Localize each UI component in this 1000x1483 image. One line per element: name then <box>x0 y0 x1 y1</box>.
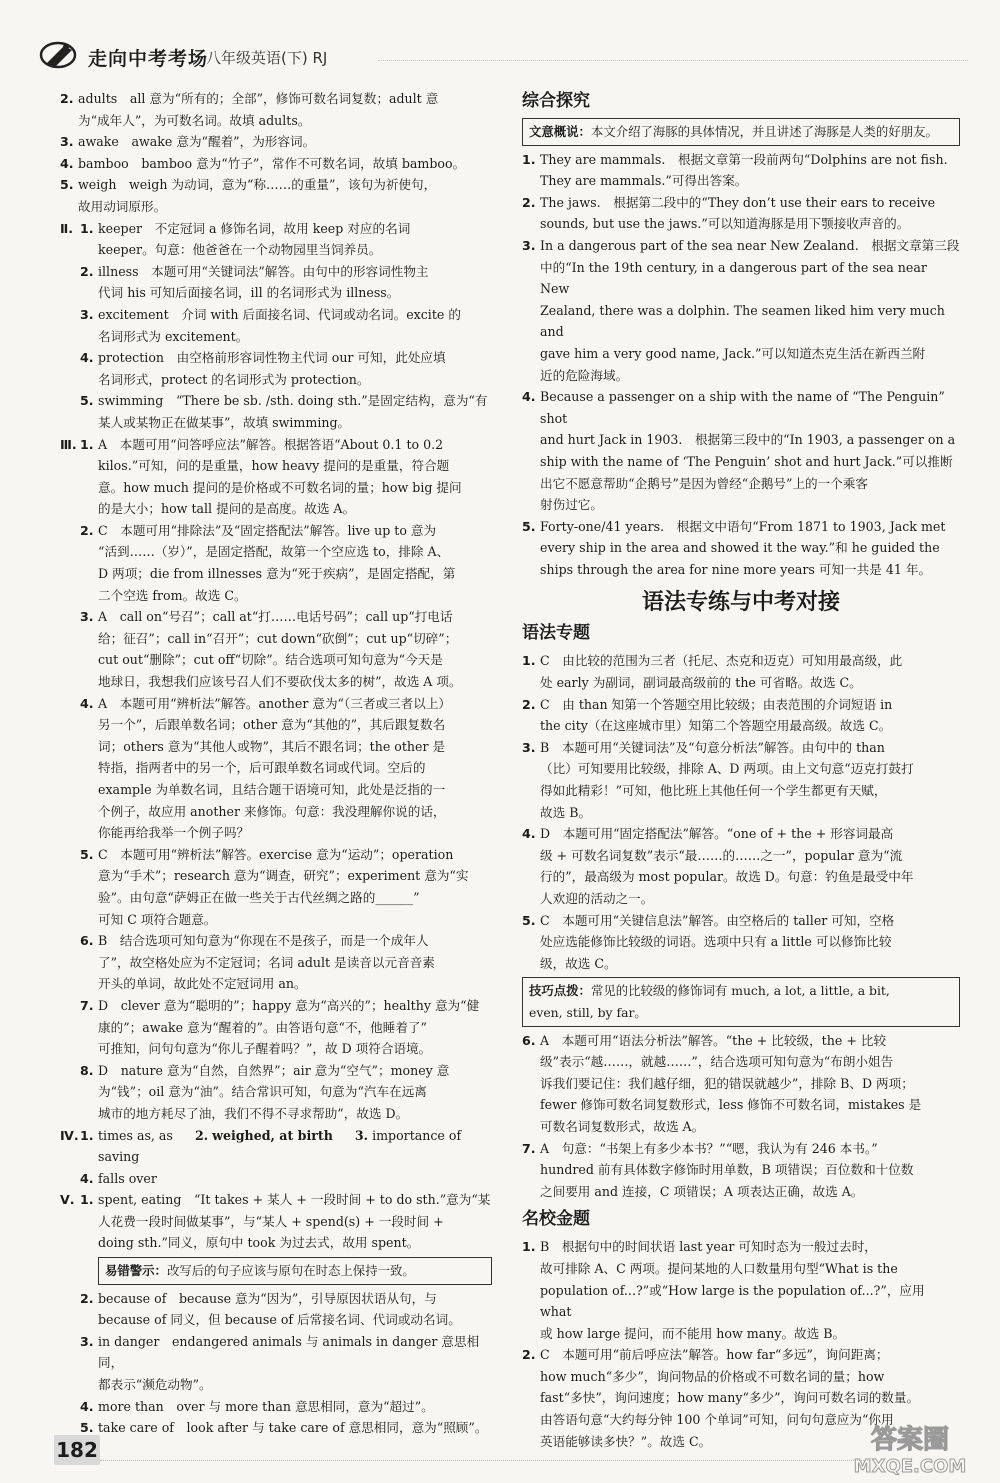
item-number: 5. <box>80 846 94 862</box>
answer-line: 之间要用 and 连接，C 项错误；A 项表达正确，故选 A。 <box>540 1183 864 1199</box>
item-number: 4. <box>80 695 94 711</box>
answer-line: how much“多少”，询问物品的价格或不可数名词的量；how <box>540 1368 885 1384</box>
answer-line: fast“多快”，询问速度；how many“多少”，询问可数名词的数量。 <box>540 1390 920 1406</box>
answer-line: in danger endangered animals 与 animals in danger 意思相同， <box>98 1333 480 1371</box>
answer-item <box>60 606 492 692</box>
page-header <box>38 36 968 76</box>
answer-line: take care of look after 与 take care of 意思相同，意为“照顾”。 <box>98 1420 488 1436</box>
item-number: 3. <box>80 609 94 625</box>
answer-line: C 由 than 知第一个答题空用比较级；由表范围的介词短语 in <box>540 696 893 712</box>
item-number: 5. <box>522 912 536 928</box>
answer-text: falls over <box>98 1170 157 1186</box>
answer-line: C 本题可用“辨析法”解答。exercise 意为“运动”；operation <box>98 846 454 862</box>
section-iii <box>60 434 492 1125</box>
answer-line: example 为单数名词，且结合题干语境可知，此处是泛指的一 <box>98 782 446 797</box>
answer-line: “活到……（岁）”，是固定搭配，故第一个空应选 to，排除 A、 <box>98 544 450 560</box>
answer-line: 诉我们要记住：我们越仔细，犯的错误就越少”，排除 B、D 两项； <box>540 1075 914 1091</box>
answer-line: 得如此精彩！”可知，他比班上其他任何一个学生都更有天赋， <box>540 783 887 799</box>
answer-line: B 根据句中的时间状语 last year 可知时态为一般过去时， <box>540 1239 877 1255</box>
roman-numeral: Ⅱ. <box>60 220 74 236</box>
section-title: 语法专题 <box>522 623 590 644</box>
answer-line: B 本题可用“关键词法”及“句意分析法”解答。由句中的 than <box>540 739 885 755</box>
answer-line: The jaws. 根据第二段中的“They don’t use their ears to receive <box>540 194 936 210</box>
answer-line: keeper 不定冠词 a 修饰名词，故用 keep 对应的名词 <box>98 220 411 236</box>
right-column <box>522 88 960 1452</box>
answer-line: 人花费一段时间做某事”，与“某人 + spend(s) + 一段时间 + <box>98 1213 444 1229</box>
answer-item <box>522 192 960 235</box>
answer-item <box>522 910 960 975</box>
answer-line: weigh weigh 为动词，意为“称……的重量”，该句为祈使句， <box>78 177 437 193</box>
item-number: 5. <box>522 518 536 534</box>
answer-line: 可知 C 项符合题意。 <box>98 911 217 927</box>
section-ii <box>60 218 492 434</box>
answer-line: D 两项；die from illnesses 意为“死于疾病”，是固定搭配，第 <box>98 566 456 582</box>
answer-line: spent, eating “It takes + 某人 + 一段时间 + to do sth.”意为“某 <box>98 1192 491 1208</box>
answer-line: 二个空选 from。故选 C。 <box>98 587 247 603</box>
item-number: 1. <box>80 436 94 452</box>
page-number: 182 <box>54 1435 100 1465</box>
answer-item <box>60 693 492 844</box>
answer-line: adults all 意为“所有的；全部”，修饰可数名词复数；adult 意 <box>78 91 439 106</box>
answer-line: 为“成年人”，为可数名词。故填 adults。 <box>78 112 311 128</box>
section-title: 名校金题 <box>522 1209 590 1230</box>
note-text: even, still, by far。 <box>529 1004 647 1020</box>
answer-line: doing sth.”同义，原句中 took 为过去式，故用 spent。 <box>98 1235 420 1251</box>
reading-answers <box>522 149 960 581</box>
item-number: 3. <box>522 739 536 755</box>
answer-line: 了”，故空格处应为不定冠词；名词 adult 是读音以元音音素 <box>98 954 435 970</box>
watermark-logo-icon <box>830 1418 990 1478</box>
answer-item <box>60 153 492 175</box>
answer-line: 可数名词复数形式，故选 A。 <box>540 1118 705 1134</box>
summary-box <box>522 118 960 146</box>
answer-line: B 结合选项可知句意为“你现在不是孩子，而是一个成年人 <box>98 933 429 949</box>
tip-box <box>522 977 960 1026</box>
note-tag: 易错警示： <box>105 1263 167 1279</box>
item-number: 1. <box>80 1192 94 1208</box>
answer-line: 出它不愿意帮助“企鹅号”是因为曾经“企鹅号”上的一个乘客 <box>540 475 869 491</box>
answer-item <box>60 844 492 930</box>
header-divider <box>378 60 968 61</box>
answer-text: times as, as <box>98 1127 173 1143</box>
section-title: 综合探究 <box>522 91 590 111</box>
answer-item <box>60 1417 492 1439</box>
answer-line: They are mammals. 根据文章第一段前两句“Dolphins are not fish. <box>540 151 948 167</box>
answer-line: （比）可知要用比较级，排除 A、D 两项。由上文句意“迈克打鼓打 <box>540 761 914 777</box>
answer-line: 为“钱”；oil 意为“油”。结合常识可知，句意为“汽车在远离 <box>98 1084 427 1100</box>
answer-item <box>60 218 492 261</box>
answer-item <box>522 235 960 386</box>
item-number: 2. <box>80 522 94 538</box>
answer-item <box>60 1060 492 1125</box>
answer-line: Zealand, there was a dolphin. The seamen liked him very much and <box>540 302 945 340</box>
answer-line: more than over 与 more than 意思相同，意为“超过”。 <box>98 1398 434 1414</box>
answer-item <box>522 149 960 192</box>
answer-line: gave him a very good name, Jack.”可以知道杰克生活在新西兰附 <box>540 345 926 361</box>
item-number: 1. <box>522 151 536 167</box>
answer-line: because of 同义，但 because of 后常接名词、代词或动名词。 <box>98 1312 461 1328</box>
answer-item <box>522 386 960 516</box>
item-number: 4. <box>522 826 536 842</box>
answer-item <box>60 347 492 390</box>
answer-item <box>60 261 492 304</box>
item-number: 7. <box>522 1140 536 1156</box>
answer-line: 或 how large 提问，而不能用 how many。故选 B。 <box>540 1325 846 1341</box>
item-number: 2. <box>522 696 536 712</box>
item-number: 2. <box>60 91 74 106</box>
answer-line: and hurt Jack in 1903. 根据第三段中的“In 1903, a passenger on a <box>540 432 956 448</box>
item-number: 3. <box>522 237 536 253</box>
answer-line: 故选 B。 <box>540 804 592 820</box>
item-number: 4. <box>80 1170 94 1186</box>
section-v <box>60 1189 492 1439</box>
item-number: 2. <box>522 1347 536 1363</box>
answer-line: 故可排除 A、C 两项。提问某地的人口数量用句型“What is the <box>540 1260 898 1276</box>
answer-line: 级 + 可数名词复数”表示“最……的……之一”，popular 意为“流 <box>540 847 903 863</box>
item-number: 1. <box>80 220 94 236</box>
answer-line: 近的危险海域。 <box>540 367 629 383</box>
answer-line: 处 early 为副词，副词最高级前的 the 可省略。故选 C。 <box>540 675 862 691</box>
item-number: 5. <box>80 1420 94 1436</box>
answer-line: 名词形式，protect 的名词形式为 protection。 <box>98 371 370 387</box>
answer-line: the city（在这座城市里）知第二个答题空用最高级。故选 C。 <box>540 718 892 734</box>
item-number: 8. <box>80 1062 94 1078</box>
answer-line: 给；征召”；call in“召开”；cut down“砍倒”；cut up“切碎”； <box>98 630 458 646</box>
answer-line: A 本题可用“语法分析法”解答。“the + 比较级，the + 比较 <box>540 1032 887 1048</box>
answer-line: sounds, but use the jaws.”可以知道海豚是用下颚接收声音的。 <box>540 216 910 232</box>
answer-item <box>522 1236 960 1344</box>
item-number: 2. <box>522 194 536 210</box>
note-text: 改写后的句子应该与原句在时态上保持一致。 <box>166 1263 415 1279</box>
section-i-rest <box>60 88 492 218</box>
answer-line: 级，故选 C。 <box>540 955 617 971</box>
answer-item <box>60 434 492 520</box>
answer-line: 的是大小；how tall 提问的是高度。故选 A。 <box>98 501 356 517</box>
answer-line: 开头的单词，故此处不定冠词用 an。 <box>98 976 307 992</box>
answer-line: 地球日，我想我们应该号召人们不要砍伐太多的树”，故选 A 项。 <box>98 674 462 690</box>
answer-line: 级”表示“越……，就越……”，结合选项可知句意为“布朗小姐告 <box>540 1054 894 1070</box>
answer-item <box>60 520 492 606</box>
answer-line: 验”。由句意“萨姆正在做一些关于古代丝绸之路的______” <box>98 889 420 905</box>
answer-text: weighed, at birth <box>212 1127 333 1143</box>
note-tag: 技巧点拨： <box>529 983 591 999</box>
answer-line: C 本题可用“前后呼应法”解答。how far“多远”，询问距离； <box>540 1347 889 1363</box>
answer-line: awake awake 意为“醒着”，为形容词。 <box>78 134 316 150</box>
answer-text: importance of saving <box>98 1127 462 1165</box>
answer-line: fewer 修饰可数名词复数形式，less 修饰不可数名词，mistakes 是 <box>540 1097 922 1113</box>
answer-line: kilos.”可知，问的是重量，how heavy 提问的是重量，符合题 <box>98 458 450 474</box>
answer-line: A 句意：“书架上有多少本书？”“嗯，我认为有 246 本书。” <box>540 1140 878 1156</box>
answer-line: excitement 介词 with 后面接名词、代词或动名词。excite 的 <box>98 306 461 322</box>
answer-line: A 本题可用“辨析法”解答。another 意为“（三者或三者以上） <box>98 695 452 711</box>
error-warning-box <box>98 1257 492 1285</box>
answer-line: 由答语句意“大约每分钟 100 个单词”可知，问句句意应为“你用 <box>540 1412 894 1428</box>
answer-line: 人欢迎的活动之一。 <box>540 891 654 906</box>
roman-numeral: Ⅴ. <box>60 1192 75 1208</box>
answer-item <box>60 930 492 995</box>
answer-line: 你能再给我举一个例子吗？ <box>98 825 250 841</box>
answer-line: They are mammals.”可得出答案。 <box>540 173 748 189</box>
watermark-url: MXQE.COM <box>853 1456 967 1477</box>
answer-line: every ship in the area and showed it the way.”和 he guided the <box>540 540 940 556</box>
item-number: 4. <box>522 389 536 405</box>
answer-item <box>60 304 492 347</box>
item-number: 7. <box>80 997 94 1013</box>
answer-line: bamboo bamboo 意为“竹子”，常作不可数名词，故填 bamboo。 <box>78 155 466 171</box>
answer-line: 个例子，故应用 another 来修饰。句意：我没理解你说的话， <box>98 803 446 819</box>
item-number: 6. <box>80 933 94 949</box>
answer-line: illness 本题可用“关键词法”解答。由句中的形容词性物主 <box>98 263 429 279</box>
note-text: 常见的比较级的修饰词有 much, a lot, a little, a bit, <box>590 983 890 999</box>
answer-item <box>522 650 960 693</box>
answer-line: ship with the name of ‘The Penguin’ shot and hurt Jack.”可以推断 <box>540 453 953 469</box>
answer-item <box>60 995 492 1060</box>
answer-line: C 由比较的范围为三者（托尼、杰克和迈克）可知用最高级，此 <box>540 653 903 669</box>
answer-item <box>60 1288 492 1331</box>
answer-line: 某人或某物正在做某事”，故填 swimming。 <box>98 414 351 430</box>
item-number: 1. <box>522 1239 536 1255</box>
answer-line: 可推知，问句句意为“你儿子醒着吗？”，故 D 项符合语境。 <box>98 1041 432 1057</box>
answer-item <box>60 174 492 217</box>
item-number: 2. <box>80 1290 94 1306</box>
answer-line: keeper。句意：他爸爸在一个动物园里当饲养员。 <box>98 242 382 258</box>
item-number: 5. <box>80 393 94 409</box>
answer-line: C 本题可用“排除法”及“固定搭配法”解答。live up to 意为 <box>98 522 437 538</box>
answer-line: 都表示“濒危动物”。 <box>98 1377 212 1393</box>
roman-numeral: Ⅳ. <box>60 1127 79 1143</box>
answer-line: 意为“手术”；research 意为“调查，研究”；experiment 意为“实 <box>98 868 469 884</box>
answer-item <box>522 1030 960 1138</box>
answer-line: 英语能够读多快？”。故选 C。 <box>540 1433 712 1449</box>
answer-line: cut out“删除”；cut off“切除”。结合选项可知句意为“今天是 <box>98 652 443 668</box>
watermark-text: 答案圈 <box>870 1425 950 1455</box>
answer-line: 词；others 意为“其他人或物”，其后不跟名词；the other 是 <box>98 738 446 754</box>
item-number: 1. <box>80 1127 94 1143</box>
item-number: 6. <box>522 1032 536 1048</box>
item-number: 4. <box>80 1398 94 1414</box>
answer-line: 康的”；awake 意为“醒着的”。由答语句意“不，他睡着了” <box>98 1019 427 1035</box>
answer-line: 行的”，最高级为 most popular。故选 D。句意：钓鱼是最受中年 <box>540 869 914 885</box>
item-number: 3. <box>60 134 74 150</box>
answer-item <box>522 737 960 823</box>
answer-item <box>60 1331 492 1396</box>
answer-line: In a dangerous part of the sea near New Zealand. 根据文章第三段 <box>540 237 960 253</box>
item-number: 5. <box>60 177 74 193</box>
answer-line: C 本题可用“关键信息法”解答。由空格后的 taller 可知，空格 <box>540 912 895 928</box>
roman-numeral: Ⅲ. <box>60 436 77 452</box>
answer-line: 处应选能修饰比较级的词语。选项中只有 a little 可以修饰比较 <box>540 934 892 950</box>
answer-line: 特指，指两者中的另一个，后可跟单数名词或代词。空后的 <box>98 760 426 776</box>
answer-item <box>522 823 960 909</box>
answer-line: 射伤过它。 <box>540 497 603 513</box>
brand-name: 走向中考考场 <box>88 48 209 70</box>
answer-line: 另一个”，后跟单数名词；other 意为“其他的”，其后跟复数名 <box>98 717 446 733</box>
answer-item <box>60 1396 492 1418</box>
item-number: 4. <box>80 350 94 366</box>
note-tag: 文意概说： <box>529 124 591 139</box>
answer-line: 中的“In the 19th century, in a dangerous part of the sea near New <box>540 259 927 297</box>
item-number: 3. <box>354 1127 369 1143</box>
answer-line: A call on“号召”；call at“打……电话号码”；call up“打电话 <box>98 609 453 625</box>
answer-line: D nature 意为“自然，自然界”；air 意为“空气”；money 意 <box>98 1062 450 1078</box>
item-number: 4. <box>60 155 74 171</box>
item-number: 3. <box>80 1333 94 1349</box>
answer-line: 代词 his 可知后面接名词，ill 的名词形式为 illness。 <box>98 285 400 301</box>
answer-line: protection 由空格前形容词性物主代词 our 可知，此处应填 <box>98 350 446 366</box>
left-column <box>60 88 492 1439</box>
section-iv <box>60 1125 492 1190</box>
answer-line: D clever 意为“聪明的”；happy 意为“高兴的”；healthy 意为“健 <box>98 997 480 1013</box>
answer-line: D 本题可用“固定搭配法”解答。“one of + the + 形容词最高 <box>540 826 894 842</box>
answer-line: because of because 意为“因为”，引导原因状语从句，与 <box>98 1290 437 1306</box>
note-text: 本文介绍了海豚的具体情况，并且讲述了海豚是人类的好朋友。 <box>590 124 938 139</box>
answer-line: Because a passenger on a ship with the name of “The Penguin” shot <box>540 389 945 426</box>
answer-line: 故用动词原形。 <box>78 198 167 214</box>
answer-item <box>522 694 960 737</box>
logo-icon <box>38 40 84 70</box>
footer-divider <box>100 1460 870 1461</box>
item-number: 2. <box>194 1127 209 1143</box>
grammar-answers <box>522 650 960 974</box>
item-number: 2. <box>80 263 94 279</box>
answer-line: ships through the area for nine more years 可知一共是 41 年。 <box>540 561 932 577</box>
item-number: 3. <box>80 306 94 322</box>
answer-line: swimming “There be sb. /sth. doing sth.”是固定结构，意为“有 <box>98 393 488 409</box>
answer-line: Forty-one/41 years. 根据文中语句“From 1871 to 1903, Jack met <box>540 518 946 534</box>
item-number: 1. <box>522 653 536 669</box>
answer-line: 名词形式为 excitement。 <box>98 328 249 344</box>
answer-item <box>60 88 492 131</box>
answer-item <box>522 516 960 581</box>
chapter-title: 语法专练与中考对接 <box>641 590 840 616</box>
answer-line: A 本题可用“问答呼应法”解答。根据答语“About 0.1 to 0.2 <box>98 436 444 452</box>
answer-line: population of...?”或“How large is the population of...?”，应用 what <box>540 1282 925 1320</box>
answer-item <box>60 131 492 153</box>
book-subtitle: 八年级英语(下) RJ <box>206 49 328 67</box>
answer-line: hundred 前有具体数字修饰时用单数，B 项错误；百位数和十位数 <box>540 1162 914 1178</box>
answer-item <box>522 1138 960 1203</box>
answer-item <box>60 390 492 433</box>
answer-line: 城市的地方耗尽了油，我们不得不寻求帮助”，故选 D。 <box>98 1105 409 1121</box>
answer-line: 意。how much 提问的是价格或不可数名词的量；how big 提问 <box>98 479 462 495</box>
